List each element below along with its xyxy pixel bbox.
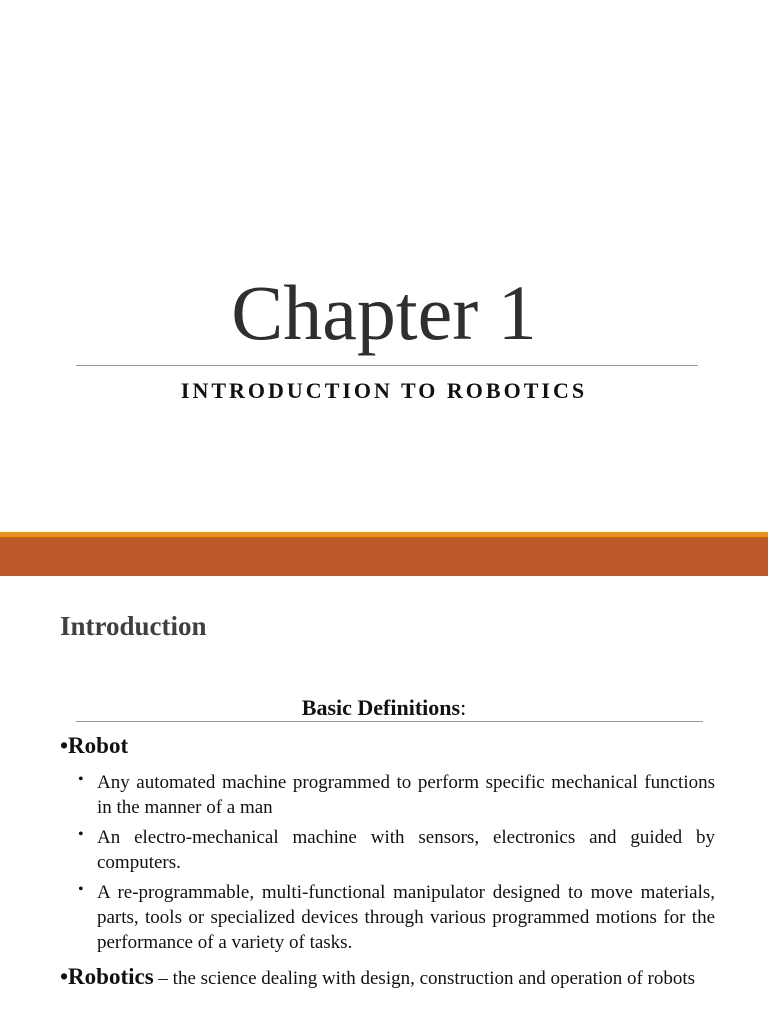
chapter-subtitle: INTRODUCTION TO ROBOTICS (180, 378, 588, 403)
title-divider (76, 365, 698, 366)
term-robotics: •Robotics (60, 964, 154, 989)
list-item (78, 770, 715, 820)
robot-definitions-list (78, 770, 715, 960)
list-item (78, 880, 715, 955)
definitions-heading-colon: : (460, 695, 467, 720)
robotics-definition (60, 964, 720, 992)
definition-text: An electro-mechanical machine with sensors, electronics and guided by computers. (97, 827, 715, 873)
list-item (78, 825, 715, 875)
bullet-icon: • (78, 826, 84, 843)
accent-band-rust (0, 537, 768, 576)
definitions-heading-text: Basic Definitions (301, 695, 461, 720)
section-title: Introduction (60, 611, 207, 641)
definition-text: A re-programmable, multi-functional manipulator designed to move materials, parts, tools or specialized devices through various programmed motions for the performance of a variety of tasks. (97, 882, 715, 953)
definitions-divider (76, 721, 703, 722)
definitions-heading (0, 694, 768, 722)
definition-text: Any automated machine programmed to perform specific mechanical functions in the manner of a man (97, 772, 715, 818)
bullet-icon: • (78, 881, 84, 898)
definitions-slide (0, 576, 768, 1024)
chapter-title: Chapter 1 (231, 269, 537, 356)
term-robot: •Robot (60, 733, 129, 758)
robotics-definition-text: – the science dealing with design, construction and operation of robots (153, 968, 696, 989)
bullet-icon: • (78, 771, 84, 788)
